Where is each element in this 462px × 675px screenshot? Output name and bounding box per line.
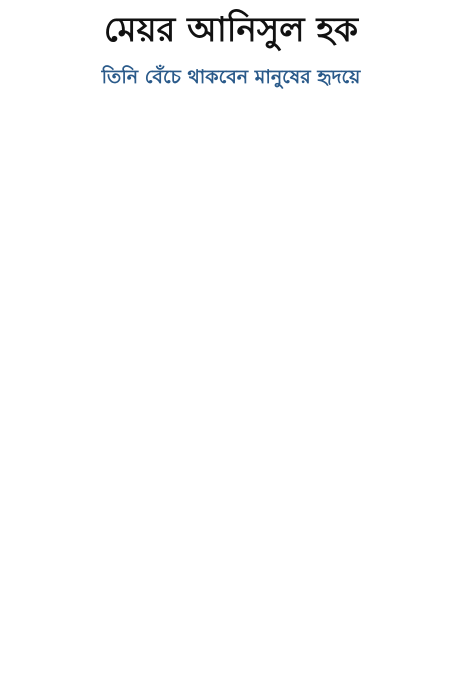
headline: মেয়র আনিসুল হক [103,10,359,50]
article-body [10,100,452,665]
subtitle: তিনি বেঁচে থাকবেন মানুষের হৃদয়ে [101,66,361,88]
